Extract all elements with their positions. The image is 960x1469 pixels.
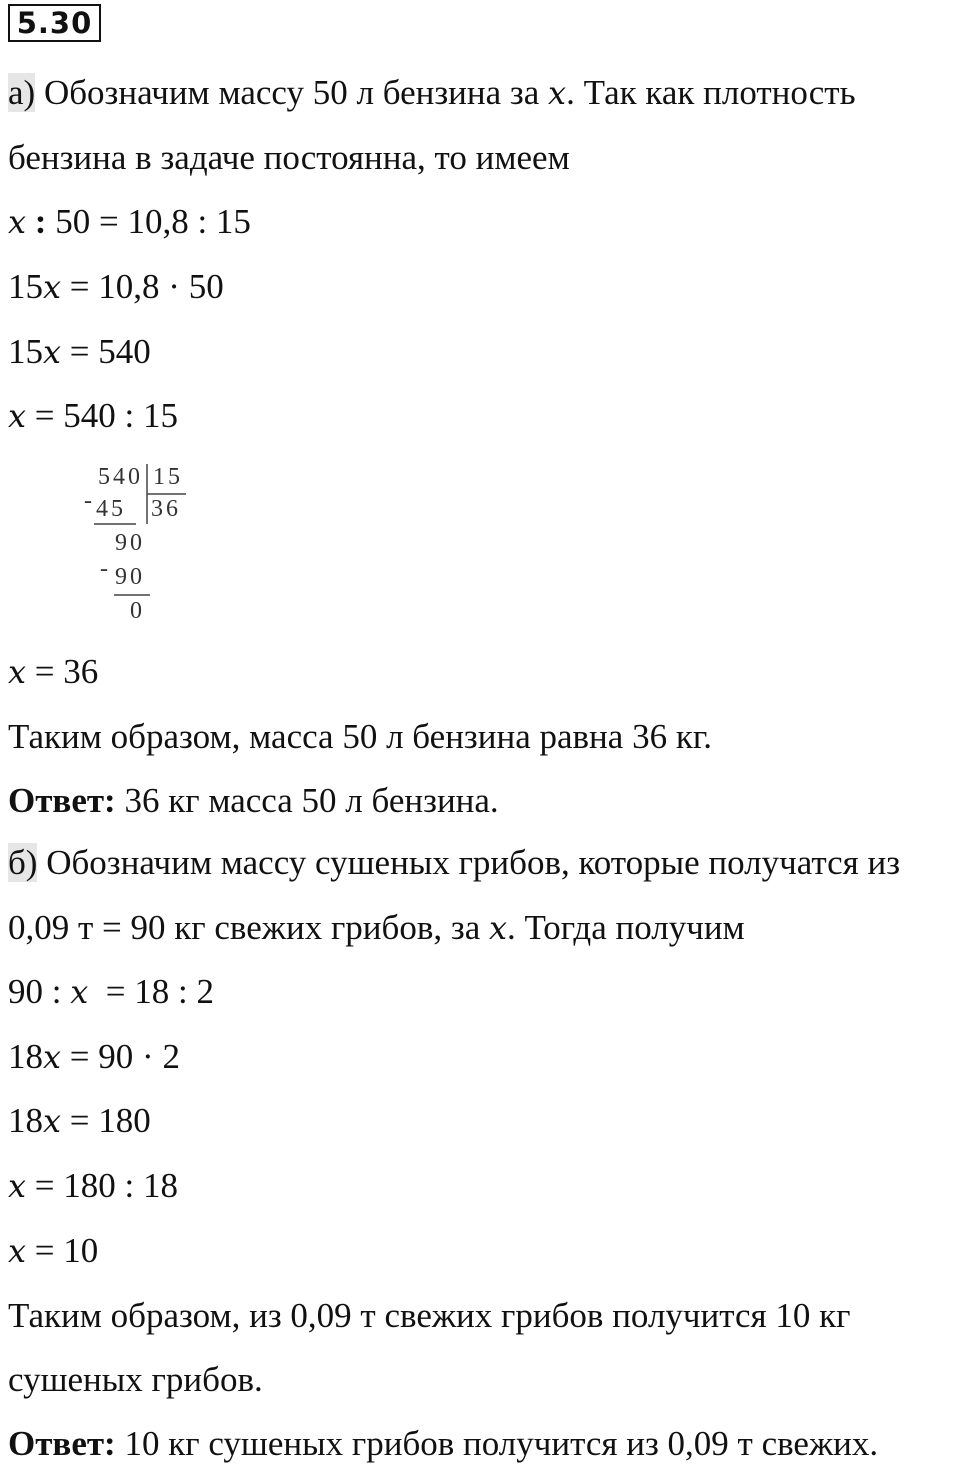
- equation-rest: = 540: [61, 332, 151, 371]
- division-final-remainder: 0: [130, 598, 145, 624]
- part-b-intro-text-3: . Тогда получим: [507, 908, 745, 947]
- division-remainder-1: 90: [115, 530, 145, 556]
- part-b-equation-1: [8, 972, 214, 1012]
- part-a-equation-5: [8, 652, 98, 692]
- variable-x: x: [8, 203, 27, 241]
- part-a-equation-3: [8, 332, 151, 372]
- variable-x: x: [43, 1102, 62, 1140]
- equation-rest: = 90 · 2: [61, 1037, 180, 1076]
- part-b-conclusion-line-2: сушеных грибов.: [8, 1360, 263, 1399]
- part-a-equation-1: [8, 202, 251, 242]
- answer-label: Ответ:: [8, 1424, 116, 1463]
- answer-label: Ответ:: [8, 781, 116, 820]
- equation-pre: 90 :: [8, 972, 71, 1011]
- coefficient: 18: [8, 1037, 43, 1076]
- part-a-equation-2: [8, 267, 224, 307]
- part-b-intro-text-2: 0,09 т = 90 кг свежих грибов, за: [8, 908, 489, 947]
- part-a-intro-line-2: бензина в задаче постоянна, то имеем: [8, 138, 570, 177]
- variable-x: x: [8, 1232, 27, 1270]
- coefficient: 15: [8, 332, 43, 371]
- division-minus-2: -: [100, 556, 111, 582]
- part-a-marker: а): [8, 73, 36, 112]
- equation-rest: = 180: [61, 1101, 151, 1140]
- division-divisor: 15: [153, 464, 183, 490]
- part-b-equation-5: [8, 1231, 98, 1271]
- part-a-intro-line-1: [8, 73, 856, 113]
- variable-x: x: [548, 74, 567, 112]
- part-a-equation-4: [8, 396, 178, 436]
- variable-x: x: [8, 397, 27, 435]
- problem-number-box: [8, 4, 101, 42]
- long-division: [84, 462, 194, 632]
- part-b-conclusion-line-1: Таким образом, из 0,09 т свежих грибов получится 10 кг: [8, 1296, 851, 1335]
- part-b-intro-line-1: [8, 843, 900, 883]
- part-b-equation-2: [8, 1037, 180, 1077]
- equation-rest: = 540 : 15: [26, 396, 179, 435]
- coefficient: 15: [8, 267, 43, 306]
- division-subtrahend-1: 45: [96, 496, 126, 522]
- variable-x: x: [43, 268, 62, 306]
- part-b-equation-4: [8, 1166, 178, 1206]
- equation-rest: = 36: [26, 652, 99, 691]
- part-b-intro-line-2: [8, 908, 745, 948]
- division-minus-1: -: [84, 488, 95, 514]
- division-subtrahend-2: 90: [115, 564, 145, 590]
- answer-text: 36 кг масса 50 л бензина.: [115, 781, 499, 820]
- variable-x: x: [70, 973, 89, 1011]
- variable-x: x: [43, 1038, 62, 1076]
- variable-x: x: [8, 653, 27, 691]
- answer-text: 10 кг сушеных грибов получится из 0,09 т свежих.: [115, 1424, 879, 1463]
- division-dividend: 540: [98, 464, 143, 490]
- part-a-answer: [8, 781, 499, 821]
- division-quotient: 36: [151, 496, 181, 522]
- ratio-colon: :: [26, 202, 47, 241]
- equation-rest: = 10: [26, 1231, 99, 1270]
- part-b-marker: б): [8, 843, 38, 882]
- variable-x: x: [8, 1167, 27, 1205]
- variable-x: x: [43, 333, 62, 371]
- problem-number: 5.30: [16, 6, 93, 40]
- variable-x: x: [488, 909, 508, 947]
- equation-rest: = 180 : 18: [26, 1166, 179, 1205]
- equation-rest: = 18 : 2: [88, 972, 214, 1011]
- part-a-intro-text-2: . Так как плотность: [566, 73, 856, 112]
- equation-rest: = 10,8 · 50: [61, 267, 224, 306]
- equation-rest: 50 = 10,8 : 15: [46, 202, 251, 241]
- part-b-intro-text-1: Обозначим массу сушеных грибов, которые получатся из: [37, 843, 901, 882]
- part-a-intro-text-1: Обозначим массу 50 л бензина за: [35, 73, 549, 112]
- part-a-conclusion: Таким образом, масса 50 л бензина равна 36 кг.: [8, 717, 712, 756]
- part-b-answer: [8, 1424, 878, 1464]
- coefficient: 18: [8, 1101, 43, 1140]
- part-b-equation-3: [8, 1101, 151, 1141]
